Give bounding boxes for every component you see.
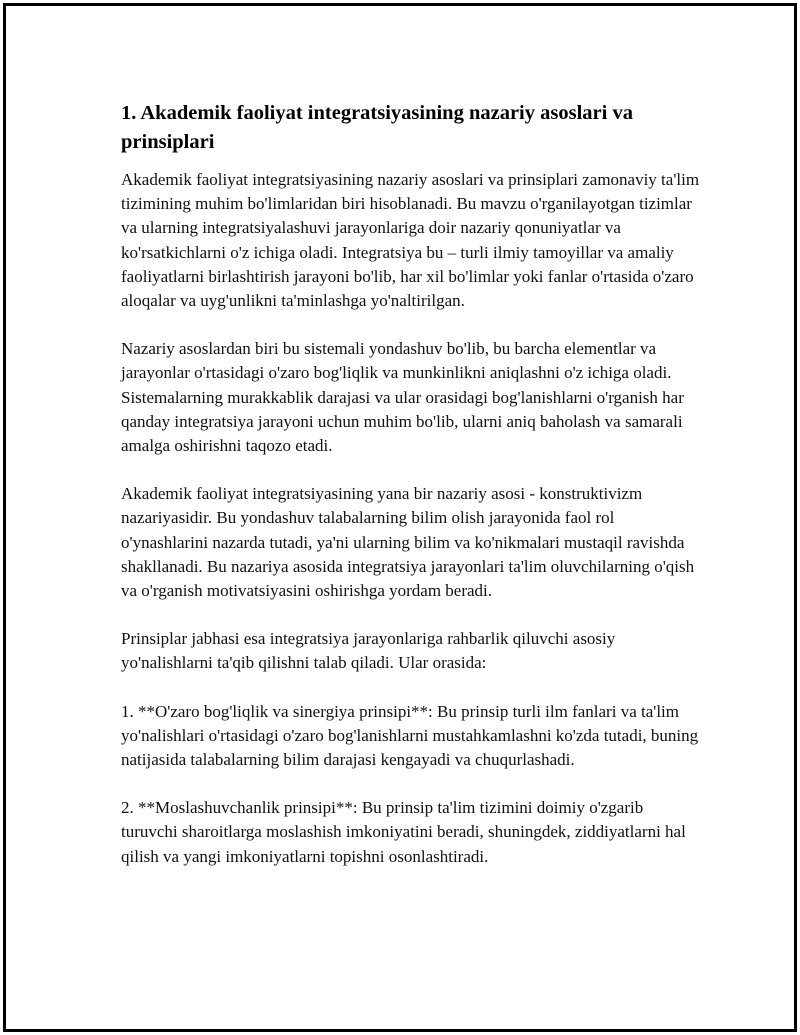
list-item-principle-1: 1. **O'zaro bog'liqlik va sinergiya prinsipi**: Bu prinsip turli ilm fanlari va ta'lim yo'nalishlari o'rtasidagi o'zaro bog'lanishlarni mustahkamlashni ko'zda tutadi, buning natijasida talabalarning bilim darajasi kengayadi va chuqurlashadi. [121, 701, 699, 770]
paragraph-intro: Akademik faoliyat integratsiyasining nazariy asoslari va prinsiplari zamonaviy ta'lim tizimining muhim bo'limlaridan biri hisoblanadi. Bu mavzu o'rganilayotgan tizimlar va ularning integratsiyalashuvi jarayonlariga doir nazariy qonuniyatlar va ko'rsatkichlarni o'z ichiga oladi. Integratsiya bu – turli ilmiy tamoyillar va amaliy faoliyatlarni birlashtirish jarayoni bo'lib, har xil bo'limlar yoki fanlar o'rtasida o'zaro aloqalar va uyg'unlikni ta'minlashga yo'naltirilgan. [121, 170, 700, 311]
document-page [3, 3, 797, 1032]
paragraph-systems-approach: Nazariy asoslardan biri bu sistemali yondashuv bo'lib, bu barcha elementlar va jarayonlar o'rtasidagi o'zaro bog'liqlik va munkinlikni aniqlashni o'z ichiga oladi. Sistemalarning murakkablik darajasi va ular orasidagi bog'lanishlarni o'rganish har qanday integratsiya jarayoni uchun muhim bo'lib, ularni aniq baholash va samarali amalga oshirishni taqozo etadi. [121, 339, 684, 456]
paragraph-constructivism: Akademik faoliyat integratsiyasining yana bir nazariy asosi - konstruktivizm nazariyasidir. Bu yondashuv talabalarning bilim olish jarayonida faol rol o'ynashlarini nazarda tutadi, ya'ni ularning bilim va ko'nikmalari mustaqil ravishda shakllanadi. Bu nazariya asosida integratsiya jarayonlari ta'lim oluvchilarning o'qish va o'rganish motivatsiyasini oshirishga yordam beradi. [121, 484, 695, 601]
paragraph-principles-intro: Prinsiplar jabhasi esa integratsiya jarayonlariga rahbarlik qiluvchi asosiy yo'nalishlarni ta'qib qilishni talab qiladi. Ular orasida: [121, 629, 616, 673]
section-heading: 1. Akademik faoliyat integratsiyasining nazariy asoslari va prinsiplari [121, 102, 633, 153]
list-item-principle-2: 2. **Moslashuvchanlik prinsipi**: Bu prinsip ta'lim tizimini doimiy o'zgarib turuvchi sharoitlarga moslashish imkoniyatini beradi, shuningdek, ziddiyatlarni hal qilish va yangi imkoniyatlarni topishni osonlashtiradi. [121, 798, 686, 866]
document-content [121, 99, 701, 893]
